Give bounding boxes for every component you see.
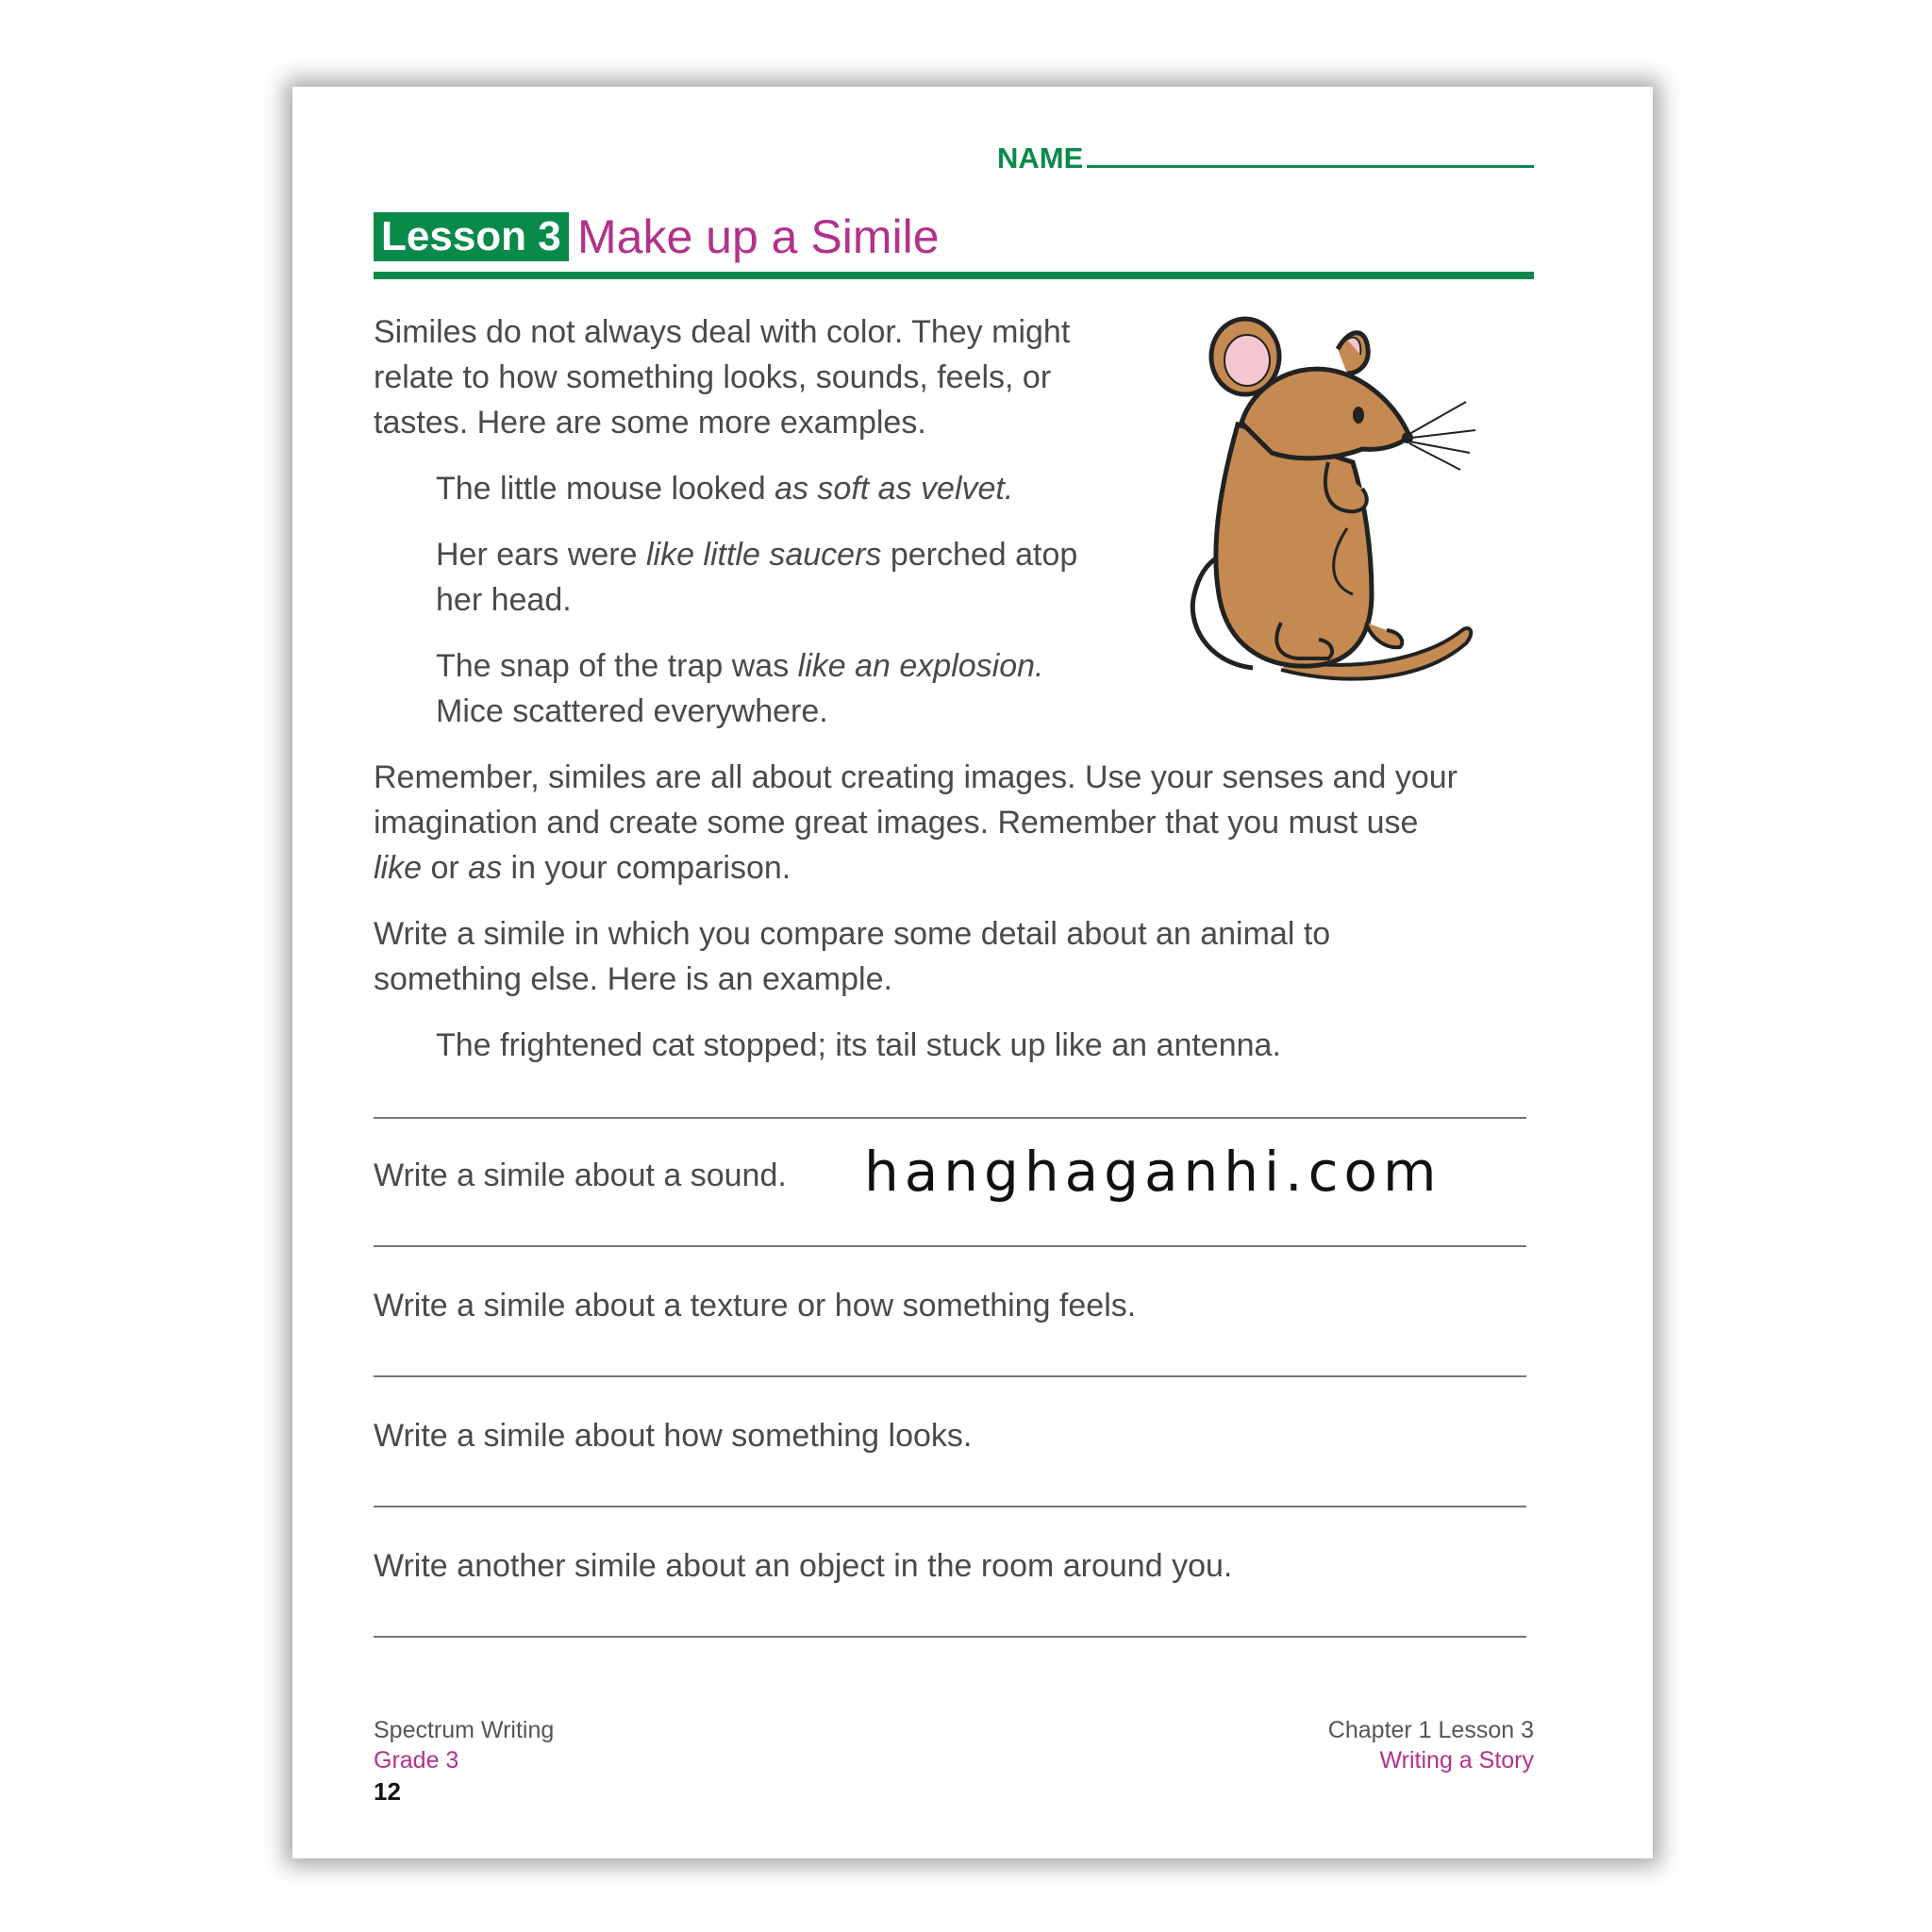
remember-line-1: Remember, similes are all about creating images. Use your senses and your	[374, 759, 1457, 795]
footer-chapter: Chapter 1 Lesson 3	[1327, 1717, 1534, 1743]
intro-line-3: tastes. Here are some more examples.	[374, 405, 926, 441]
keyword-like: like	[374, 850, 423, 886]
example-3-line-2: Mice scattered everywhere.	[436, 693, 828, 729]
prompt-texture: Write a simile about a texture or how something feels.	[374, 1288, 1137, 1324]
answer-line-4[interactable]	[374, 1506, 1526, 1507]
example-2-line-2: her head.	[436, 582, 572, 618]
answer-line-1[interactable]	[374, 1117, 1526, 1119]
example-2	[436, 532, 1077, 577]
keyword-as: as	[468, 850, 503, 886]
remember-line-2: imagination and create some great images. Remember that you must use	[374, 805, 1419, 841]
footer-book: Spectrum Writing	[374, 1717, 555, 1743]
watermark: hanghaganhi.com	[864, 1140, 1442, 1204]
example-3-text: The snap of the trap was	[436, 648, 798, 684]
remember-tail: in your comparison.	[502, 850, 791, 886]
title-divider	[374, 272, 1534, 279]
example-2-text-a: Her ears were	[436, 537, 646, 573]
example-1-simile: as soft as velvet.	[774, 471, 1014, 507]
example-3-simile: like an explosion.	[797, 648, 1044, 684]
prompt-object: Write another simile about an object in the room around you.	[374, 1548, 1233, 1584]
example-2-simile: like little saucers	[645, 537, 882, 573]
name-field-line[interactable]	[1087, 165, 1534, 168]
answer-line-2[interactable]	[374, 1245, 1526, 1247]
answer-line-3[interactable]	[374, 1375, 1526, 1377]
example-1	[436, 466, 1013, 511]
task1-example: The frightened cat stopped; its tail stuck up like an antenna.	[436, 1027, 1281, 1063]
lesson-title: Make up a Simile	[577, 210, 940, 263]
page-number: 12	[374, 1777, 401, 1806]
prompt-looks: Write a simile about how something looks.	[374, 1418, 973, 1454]
answer-line-5[interactable]	[374, 1636, 1526, 1638]
intro-line-1: Similes do not always deal with color. They might	[374, 314, 1071, 350]
footer-unit: Writing a Story	[1379, 1747, 1534, 1774]
lesson-tag: Lesson 3	[374, 212, 569, 261]
mouse-illustration	[1187, 311, 1485, 706]
remember-line-3	[374, 845, 791, 891]
example-1-text: The little mouse looked	[436, 471, 775, 507]
name-label: NAME	[997, 142, 1084, 175]
task1-line-1: Write a simile in which you compare some detail about an animal to	[374, 916, 1331, 952]
intro-line-2: relate to how something looks, sounds, feels, or	[374, 359, 1052, 395]
example-3	[436, 643, 1044, 689]
task1-line-2: something else. Here is an example.	[374, 961, 892, 997]
prompt-sound: Write a simile about a sound.	[374, 1158, 787, 1193]
footer-grade: Grade 3	[374, 1747, 459, 1774]
example-2-text-b: perched atop	[881, 537, 1078, 573]
remember-or: or	[422, 850, 469, 886]
